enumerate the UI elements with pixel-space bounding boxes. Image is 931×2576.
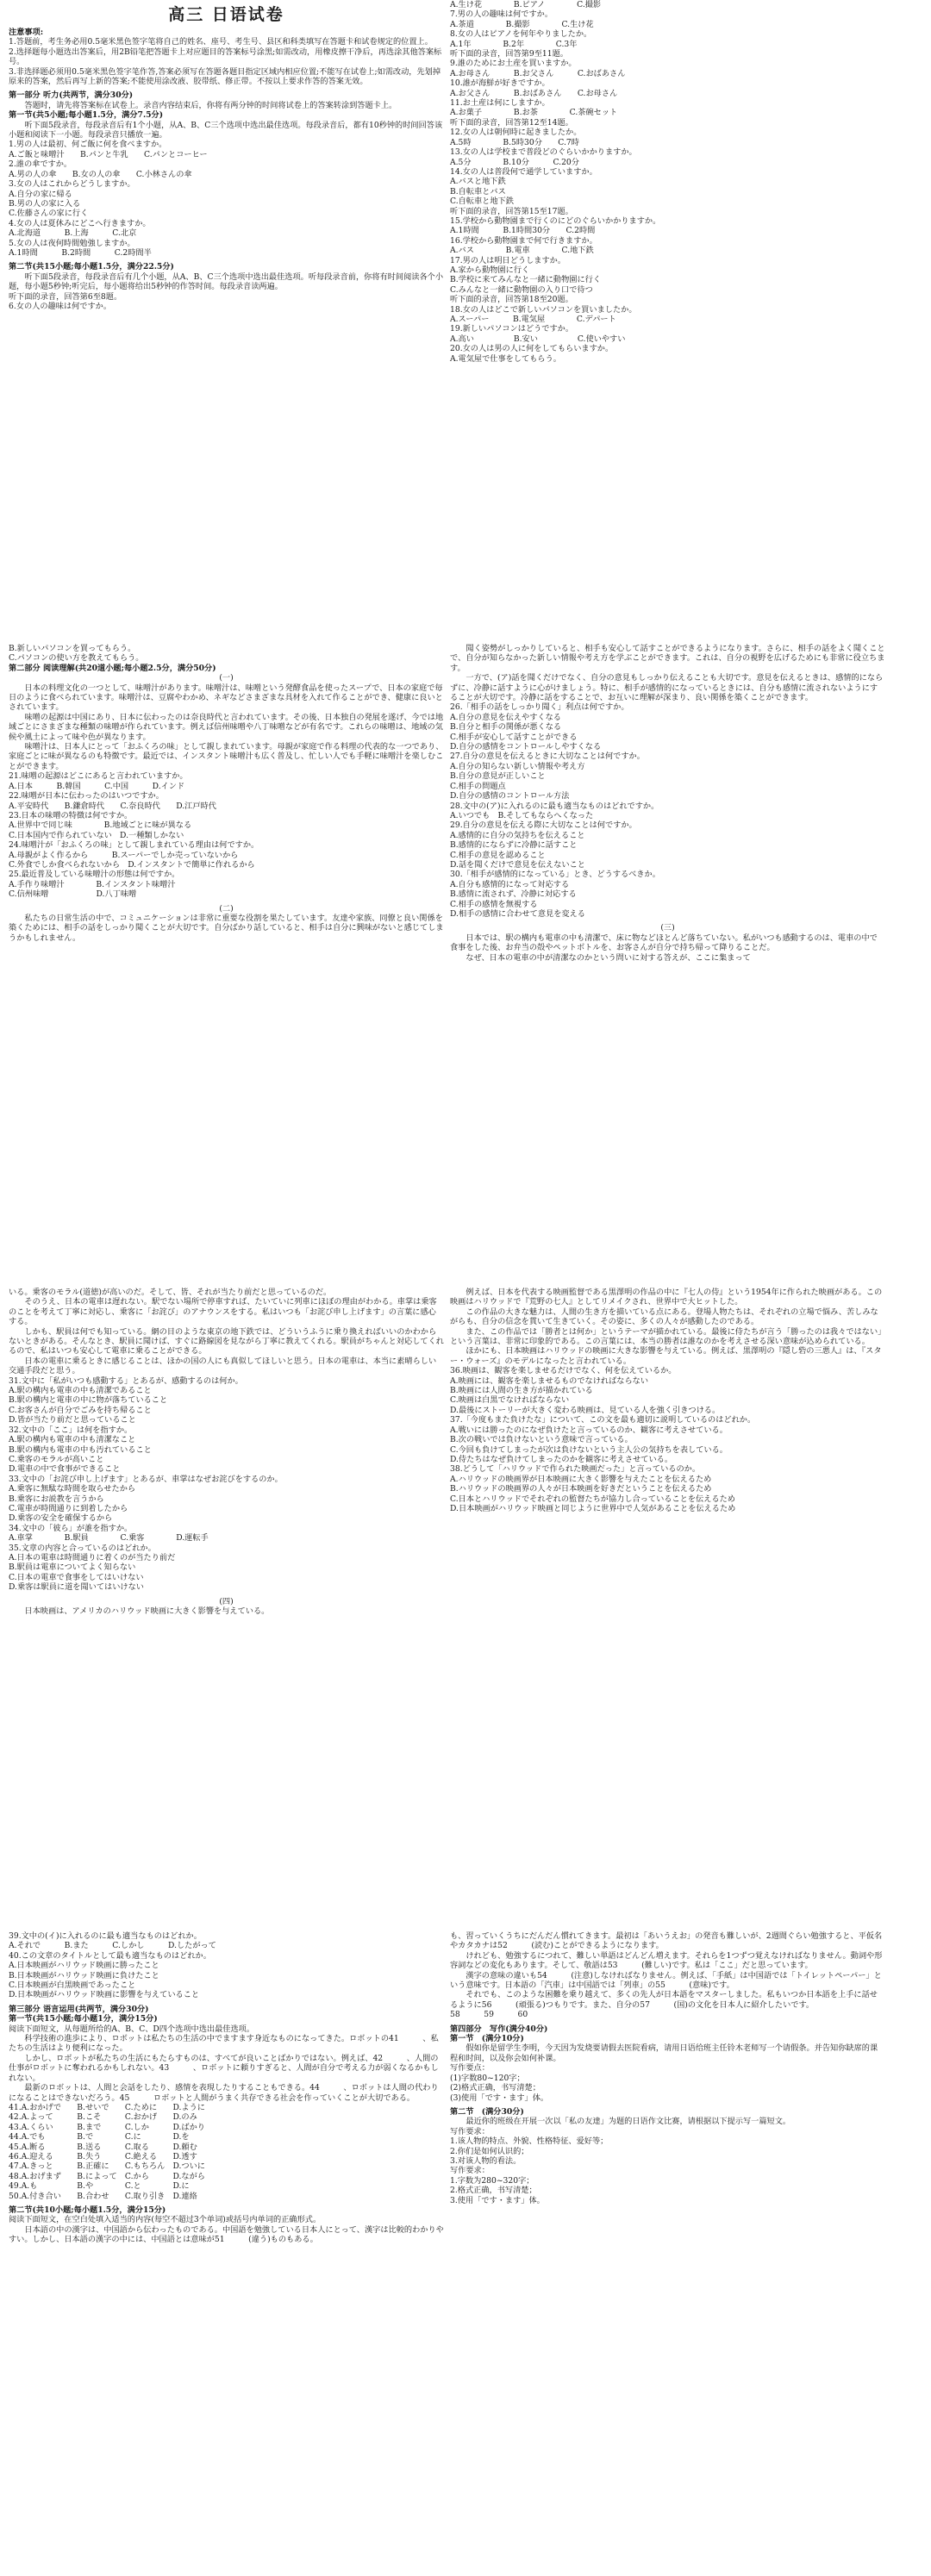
- text-line: C.相手が安心して話すことができる: [450, 732, 578, 742]
- paragraph: 日本映画は、アメリカのハリウッド映画に大きく影響を与えている。: [24, 1606, 270, 1616]
- text-line: 5.女の人は夜何時間勉強しますか。: [9, 238, 135, 248]
- text-line: B.感情的にならずに冷静に話すこと: [450, 840, 578, 851]
- section-heading: 第三部分 语言运用(共两节，满分30分): [9, 2004, 149, 2014]
- text-line: C.日本とハリウッドでそれぞれの監督たちが協力し合っていることを伝えるため: [450, 1494, 735, 1504]
- text-line: C.映画は白黒でなければならない: [450, 1395, 570, 1406]
- paragraph: しかも、駅員は何でも知っている。網の目のような東京の地下鉄では、どういうふうに乗り換えればいいのかわからないときがある。そんなとき、駅員に聞けば、すぐに路線図を見ながら丁寧に教えてくれる。駅員がちゃんと対応してくれるので、私はいつも安心して電車に乗ることができる。: [9, 1326, 444, 1357]
- text-line: 8.女の人はピアノを何年やりましたか。: [450, 29, 592, 40]
- paragraph: 科学技術の進歩により、ロボットは私たちの生活の中でますます身近なものになってきた。ロボットの41 、私たちの生活はより便利になった。: [9, 2034, 439, 2054]
- text-line: A.茶道 B.撮影 C.生け花: [450, 19, 594, 29]
- paragraph: この作品の大きな魅力は、人間の生き方を描いている点にある。登場人物たちは、それぞれの立場で悩み、苦しみながらも、自分の信念を貫いて生きていく。その姿に、多くの人々が感動したのである。: [450, 1307, 878, 1327]
- paragraph: ほかにも、日本映画はハリウッドの映画に大きな影響を与えている。例えば、黒澤明の『隠し砦の三悪人』は、『スター・ウォーズ』のモデルになったと言われている。: [450, 1346, 882, 1366]
- text-line: B.次の戦いでは負けないという意味で言っている。: [450, 1435, 633, 1445]
- page-3-left-column: [9, 1288, 444, 1616]
- text-line: A.ハリウッドの映画界が日本映画に大きく影響を与えたことを伝えるため: [450, 1474, 712, 1484]
- text-line: D.電車の中で食事ができること: [9, 1464, 121, 1475]
- text-line: A.1時間 B.2時間 C.2時間半: [9, 247, 152, 258]
- paragraph: 聞く姿勢がしっかりしていると、相手も安心して話すことができるようになります。さらに、相手の話をよく聞くことで、自分が知らなかった新しい情報や考え方を学ぶことができます。これは、自分の視野を広げるためにも非常に役立ちます。: [450, 644, 885, 673]
- text-line: A.世界中で同じ味 B.地域ごとに味が異なる: [9, 820, 192, 831]
- text-line: C.自転車と地下鉄: [450, 196, 514, 207]
- passage-number: (三): [660, 923, 675, 933]
- text-line: A.電気屋で仕事をしてもらう。: [450, 353, 561, 364]
- text-line: B.駅員は電車についてよく知らない: [9, 1562, 136, 1573]
- text-line: 阅读下面短文，从每题所给的A、B、C、D四个选项中选出最佳选项。: [9, 2024, 255, 2034]
- text-line: A.戦いには勝ったのになぜ負けたと言っているのか、観客に考えさせている。: [450, 1425, 728, 1435]
- text-line: 41.A.おかげで B.せいで C.ために D.ように: [9, 2102, 205, 2112]
- page-4-left-column: [9, 1931, 444, 2245]
- text-line: 38.どうして「ハリウッドで作られた映画だった」と言っているのか。: [450, 1464, 701, 1475]
- text-line: C.乗客のモラルが高いこと: [9, 1454, 104, 1464]
- text-line: A.平安時代 B.鎌倉時代 C.奈良時代 D.江戸時代: [9, 801, 216, 811]
- text-line: 24.味噌汁が「おふくろの味」として親しまれている理由は何ですか。: [9, 840, 259, 851]
- paragraph: なぜ、日本の電車の中が清潔なのかという問いに対する答えが、ここに集まって: [466, 952, 751, 963]
- passage-number: (二): [219, 903, 234, 914]
- text-line: A.乗客に無駄な時間を取らせたから: [9, 1484, 136, 1494]
- text-line: 35.文章の内容と合っているのはどれか。: [9, 1543, 156, 1553]
- text-line: D.日本映画がハリウッド映画と同じように世界中で人気があることを伝えるため: [450, 1503, 736, 1513]
- text-line: C.パソコンの使い方を教えてもらう。: [9, 653, 144, 664]
- text-line: A.いつでも B.そしてもならへくなった: [450, 810, 594, 820]
- section-heading: 第四部分 写作(满分40分): [450, 2024, 548, 2034]
- page-2-right-column: [450, 644, 885, 963]
- text-line: A.手作り味噌汁 B.インスタント味噌汁: [9, 879, 176, 889]
- paragraph: 一方で、(ア)話を聞くだけでなく、自分の意見もしっかり伝えることも大切です。意見を伝えるときは、感情的にならずに、冷静に話すように心がけましょう。特に、相手が感情的になっているときには、自分も感情に流されないようにすることが大切です。冷静に話をすることで、お互いに理解が深まり、良い関係を築くことができます。: [450, 673, 884, 703]
- page-2-left-column: [9, 644, 444, 943]
- text-line: 29.自分の意見を伝える際に大切なことは何ですか。: [450, 820, 637, 831]
- text-line: 47.A.きっと B.正確に C.もちろん D.ついに: [9, 2161, 205, 2172]
- text-line: A.それで B.また C.しかし D.したがって: [9, 1941, 216, 1951]
- text-line: C.日本国内で作られていない D.一種類しかない: [9, 830, 184, 840]
- text-line: 10.誰が海鮮が好きですか。: [450, 78, 550, 89]
- paragraph: 听下面5段录音，每段录音后有1个小题，从A、B、C三个选项中选出最佳选项。每段录音后，都有10秒钟的时间回答该小题和阅读下一小题。每段录音只播放一遍。: [9, 120, 443, 140]
- section-heading: 第二部分 阅读理解(共20道小题;每小题2.5分，满分50分): [9, 663, 216, 673]
- paragraph: 答题时，请先将答案标在试卷上。录音内容结束后，你将有两分钟的时间将试卷上的答案转涂到答题卡上。: [24, 100, 397, 110]
- text-line: C.日本の電車で食事をしてはいけない: [9, 1572, 144, 1582]
- section-heading: 第一节 (满分10分): [450, 2034, 524, 2044]
- text-line: C.電車が時間通りに到着したから: [9, 1503, 128, 1513]
- text-line: D.日本映画がハリウッド映画に影響を与えていること: [9, 1990, 200, 2000]
- text-line: 3.使用「です・ます」体。: [450, 2195, 545, 2205]
- page-1-left-column: [9, 0, 444, 311]
- section-heading: 第一节(共15小题;每小题1分，满分15分): [9, 2014, 158, 2024]
- text-line: B.自分と相手の関係が悪くなる: [450, 722, 562, 733]
- text-line: 写作要求：: [450, 2166, 490, 2176]
- text-line: 9.誰のためにお土産を買いますか。: [450, 59, 577, 69]
- text-line: 12.女の人は朝何時に起きましたか。: [450, 128, 582, 138]
- text-line: A.1年 B.2年 C.3年: [450, 39, 578, 49]
- text-line: 23.日本の味噌の特徴は何ですか。: [9, 810, 133, 820]
- text-line: 阅读下面短文，在空白处填入适当的内容(每空不超过3个单词)或括号内单词的正确形式。: [9, 2215, 322, 2225]
- text-line: 3.女の人はこれからどうしますか。: [9, 179, 135, 190]
- text-line: も、習っていくうちにだんだん慣れてきます。最初は「あいうえお」の発音も難しいが、2週間ぐらい勉強すると、平仮名やカタカナは52 (読む)ことができるようになります。: [450, 1931, 883, 1951]
- text-line: D.相手の感情に合わせて意見を変える: [450, 908, 585, 919]
- text-line: 22.味噌が日本に伝わったのはいつですか。: [9, 791, 164, 801]
- text-line: 36.映画は、観客を楽しませるだけでなく、何を伝えているか。: [450, 1366, 677, 1376]
- text-line: A.車掌 B.駅員 C.乗客 D.運転手: [9, 1533, 209, 1544]
- text-line: A.男の人の傘 B.女の人の傘 C.小林さんの傘: [9, 169, 192, 179]
- text-line: 1.字数为280~320字；: [450, 2175, 534, 2186]
- text-line: C.日本映画が白黒映画であったこと: [9, 1980, 136, 1991]
- text-line: 1.答题前，考生务必用0.5毫米黑色签字笔将自己的姓名、座号、考生号、县区和科类填写在答题卡和试卷规定的位置上。: [9, 37, 433, 47]
- text-line: 49.A.も B.や C.と D.に: [9, 2181, 190, 2192]
- text-line: A.映画には、観客を楽しませるものでなければならない: [450, 1375, 649, 1386]
- exam-page-1: [0, 0, 931, 644]
- paragraph: 日本の料理文化の一つとして、味噌汁があります。味噌汁は、味噌という発酵食品を使ったスープで、日本の家庭で毎日のように食べられています。味噌汁は、豆腐やわかめ、ネギなどさまざまな具材を入れて作ることができ、健康に良いとされています。: [9, 683, 443, 713]
- text-line: 34.文中の「彼ら」が誰を指すか。: [9, 1523, 133, 1533]
- passage-number: (四): [219, 1596, 234, 1606]
- text-line: A.自分も感情的になって対応する: [450, 879, 570, 889]
- text-line: 6.女の人の趣味は何ですか。: [9, 301, 112, 311]
- text-line: 46.A.迎える B.失う C.絶える D.透す: [9, 2151, 197, 2161]
- text-line: B.男の人の家に入る: [9, 198, 81, 209]
- text-line: A.家から動物園に行く: [450, 265, 530, 275]
- section-heading: 第二节 (满分30分): [450, 2106, 524, 2117]
- text-line: B.自転車とバス: [450, 186, 506, 196]
- paragraph: 例えば、日本を代表する映画監督である黒澤明の作品の中に『七人の侍』という1954年に作られた映画がある。この映画はハリウッドで『荒野の七人』としてリメイクされ、世界中で大ヒットした。: [450, 1288, 883, 1307]
- text-line: D.自分の感情のコントロール方法: [450, 791, 570, 801]
- text-line: A.5時 B.5時30分 C.7時: [450, 137, 579, 147]
- paragraph: それでも、このような困難を乗り越えて、多くの先人が日本語をマスターしました。私もいつか日本語を上手に話せるように56 (頑張る)つもりです。また、自分の57 (国)の文化を日本人に紹介したいです。: [450, 1990, 878, 2010]
- text-line: 4.女の人は夏休みにどこへ行きますか。: [9, 218, 151, 228]
- text-line: 2.选择题每小题选出答案后，用2B铅笔把答题卡上对应题目的答案标号涂黑;如需改动，用橡皮擦干净后，再选涂其他答案标号。: [9, 47, 442, 67]
- text-line: 42.A.よって B.こそ C.おかげ D.のみ: [9, 2112, 197, 2123]
- text-line: (3)使用「です・ます」体。: [450, 2093, 549, 2103]
- page-3-right-column: [450, 1288, 885, 1513]
- text-line: 写作要求：: [450, 2126, 490, 2136]
- text-line: 30.「相手が感情的になっている」とき、どうするべきか。: [450, 870, 660, 880]
- paragraph: 假如你是留学生李明，今天因为发烧要请假去医院看病，请用日语给班主任铃木老师写一个请假条。并告知你缺席的课程和时间，以及你会如何补课。: [450, 2043, 878, 2063]
- text-line: いる。乗客のモラル(道徳)が高いのだ。そして、皆、それが当たり前だと思っているのだ。: [9, 1288, 332, 1297]
- text-line: 27.自分の意見を伝えるときに大切なことは何ですか。: [450, 752, 645, 762]
- text-line: B.学校に来てみんなと一緒に動物園に行く: [450, 275, 602, 285]
- text-line: A.駅の構内も電車の中も清潔なこと: [9, 1435, 136, 1445]
- text-line: 1.该人物的特点、外貌、性格特征、爱好等；: [450, 2136, 609, 2147]
- text-line: A.高い B.安い C.使いやすい: [450, 334, 626, 344]
- paragraph: 日本では、駅の構内も電車の中も清潔で、床に物などほとんど落ちていない。私がいつも感動するのは、電車の中で食事をした後、お弁当の殻やペットボトルを、お客さんが自分で持ち帰って降りることだ。: [450, 932, 878, 953]
- text-line: B.駅の構内も電車の中も汚れていること: [9, 1444, 152, 1455]
- text-line: 听下面的录音，回答第15至17题。: [450, 206, 573, 216]
- text-line: D.最後にストーリーが大きく変わる映画は、見ている人を強く引きつける。: [450, 1405, 721, 1415]
- text-line: 43.A.くらい B.まで C.しか D.ばかり: [9, 2122, 205, 2132]
- text-line: 25.最近普及している味噌汁の形態は何ですか。: [9, 870, 180, 880]
- exam-page-4: [0, 1931, 931, 2575]
- paragraph: そのうえ、日本の電車は遅れない。駅でない場所で停車すれば、たいていに列車にほぼの理由がわかる。車掌は乗客のことを考えて丁寧に対応し、乗客に「お詫び」のアナウンスをする。私はいつも「お詫び申し上げます」の言葉に感心する。: [9, 1297, 437, 1327]
- text-line: D.乗客は駅員に道を聞いてはいけない: [9, 1582, 144, 1593]
- text-line: A.お父さん B.おばあさん C.お母さん: [450, 88, 618, 98]
- text-line: B.新しいパソコンを買ってもらう。: [9, 644, 136, 653]
- text-line: 听下面的录音，回答第12至14题。: [450, 117, 573, 128]
- text-line: 28.文中の(ア)に入れるのに最も適当なものはどれですか。: [450, 801, 659, 811]
- text-line: 39.文中の(イ)に入れるのに最も適当なものはどれか。: [9, 1931, 202, 1941]
- text-line: A.自分の知らない新しい情報や考え方: [450, 761, 585, 771]
- text-line: A.1時間 B.1時間30分 C.2時間: [450, 226, 596, 236]
- paragraph: 听下面5段录音，每段录音后有几个小题，从A、B、C三个选项中选出最佳选项。听每段录音前，你将有时间阅读各个小题，每小题5秒钟;听完后，每小题将给出5秒钟的作答时间。每段录音读两遍。: [9, 271, 444, 292]
- text-line: C.佐藤さんの家に行く: [9, 209, 89, 219]
- text-line: B.ハリウッドの映画界の人々が日本映画を好きだということを伝えるため: [450, 1484, 712, 1494]
- text-line: A.自分の家に帰る: [9, 189, 72, 199]
- text-line: A.感情的に自分の気持ちを伝えること: [450, 830, 585, 840]
- text-line: B.日本映画がハリウッド映画に負けたこと: [9, 1970, 159, 1980]
- text-line: A.ご飯と味噌汁 B.パンと牛乳 C.パンとコーヒー: [9, 149, 208, 159]
- paragraph: 漢字の意味の違いも54 (注意)しなければなりません。例えば、「手紙」は中国語では「トイレットペーパー」という意味です。日本語の「汽車」は中国語では「列車」の55 (意味)です。: [450, 1970, 882, 1991]
- text-line: D.自分の感情をコントロールしやすくなる: [450, 742, 602, 752]
- section-heading: 第二节(共15小题;每小题1.5分，满分22.5分): [9, 262, 174, 272]
- text-line: C.外食でしか食べられないから D.インスタントで簡単に作れるから: [9, 859, 255, 870]
- text-line: A.お菓子 B.お茶 C.茶碗セット: [450, 108, 618, 118]
- text-line: 13.女の人は学校まで普段どのぐらいかかりますか。: [450, 147, 637, 158]
- text-line: B.乗客にお説教を言うから: [9, 1494, 104, 1504]
- text-line: 11.お土産は何にしますか。: [450, 98, 550, 109]
- paragraph: 味噌汁は、日本人にとって「おふくろの味」として親しまれています。母親が家庭で作る料理の代表的な一つであり、家庭ごとに味が異なるのも特徴です。最近では、インスタント味噌汁も広く普及し、忙しい人でも手軽に味噌汁を楽しむことができます。: [9, 742, 444, 771]
- text-line: 17.男の人は明日どうしますか。: [450, 255, 566, 265]
- text-line: A.日本映画がハリウッド映画に勝ったこと: [9, 1961, 159, 1971]
- text-line: 40.この文章のタイトルとして最も適当なものはどれか。: [9, 1950, 211, 1961]
- page-4-right-column: [450, 1931, 885, 2205]
- text-line: C.相手の問題点: [450, 781, 506, 791]
- text-line: A.スーパー B.電気屋 C.デパート: [450, 315, 616, 324]
- text-line: 2.誰の傘ですか。: [9, 159, 72, 170]
- text-line: 听下面的录音，回答第6至8题。: [9, 291, 122, 302]
- text-line: 48.A.おげまず B.によって C.から D.ながら: [9, 2171, 205, 2181]
- text-line: 45.A.断る B.送る C.取る D.頼む: [9, 2142, 197, 2152]
- text-line: 18.女の人はどこで新しいパソコンを買いましたか。: [450, 304, 637, 315]
- text-line: 3.非选择题必须用0.5毫米黑色签字笔作答,答案必须写在答题各题目指定区域内相应位置;不能写在试卷上;如需改动，先划掉原来的答案，然后再写上新的答案;不能使用涂改液、胶带纸、修正带。不按以上要求作答的答案无效。: [9, 66, 441, 87]
- text-line: C.今回も負けてしまったが次は負けないという主人公の気持ちを表している。: [450, 1444, 728, 1455]
- text-line: 19.新しいパソコンはどうですか。: [450, 324, 574, 334]
- text-line: 听下面的录音，回答第18至20题。: [450, 295, 573, 305]
- text-line: A.日本 B.韓国 C.中国 D.インド: [9, 781, 185, 791]
- text-line: 31.文中に「私がいつも感動する」とあるが、感動するのは何か。: [9, 1375, 243, 1386]
- section-heading: 注意事项:: [9, 28, 44, 37]
- text-line: A.駅の構内も電車の中も清潔であること: [9, 1386, 152, 1396]
- passage-number: (一): [219, 673, 234, 683]
- text-line: 听下面的录音，回答第9至11题。: [450, 49, 568, 59]
- page-1-right-column: [450, 0, 885, 364]
- text-line: A.北海道 B.上海 C.北京: [9, 228, 137, 239]
- text-line: A.母親がよく作るから B.スーパーでしか売っていないから: [9, 850, 239, 860]
- text-line: (1)字数80~120字；: [450, 2073, 525, 2083]
- section-heading: 第一节(共5小题;每小题1.5分，满分7.5分): [9, 110, 164, 121]
- text-line: A.お母さん B.お父さん C.おばあさん: [450, 68, 626, 78]
- paragraph: 日本語の中の漢字は、中国語から伝わったものである。中国語を勉強している日本人にとって、漢字は比較的わかりやすい。しかし、日本語の漢字の中には、中国語とは意味が51 (違う)ものもある。: [9, 2224, 444, 2245]
- text-line: 7.男の人の趣味は何ですか。: [450, 9, 553, 20]
- page-title: 高三 日语试卷: [168, 5, 284, 24]
- text-line: B.感情に流されず、冷静に対応する: [450, 889, 577, 900]
- text-line: B.駅の構内と電車の中に物が落ちていること: [9, 1395, 168, 1406]
- text-line: 3.对该人物的看法。: [450, 2155, 522, 2166]
- text-line: A.バス B.電車 C.地下鉄: [450, 246, 594, 256]
- text-line: 写作要点：: [450, 2063, 490, 2074]
- text-line: C.みんなと一緒に動物園の入り口で待つ: [450, 284, 593, 295]
- text-line: B.自分の意見が正しいこと: [450, 771, 546, 782]
- text-line: A.自分の意見を伝えやすくなる: [450, 712, 561, 722]
- text-line: 37.「今度もまた負けたな」について、この文を最も適切に説明しているのはどれか。: [450, 1415, 756, 1425]
- text-line: 26.「相手の話をしっかり聞く」利点は何ですか。: [450, 702, 629, 713]
- text-line: C.信州味噌 D.八丁味噌: [9, 889, 137, 900]
- section-heading: 第二节(共10小题;每小题1.5分，满分15分): [9, 2205, 166, 2215]
- text-line: 58 59 60: [450, 2010, 552, 2020]
- text-line: 50.A.付き合い B.合わせ C.取り引き D.連絡: [9, 2191, 197, 2201]
- text-line: A.バスと地下鉄: [450, 177, 506, 187]
- paragraph: 日本の電車に乗るときに感じることは、ほかの国の人にも真似してほしいと思う。日本の電車は、本当に素晴らしい交通手段だと思う。: [9, 1356, 437, 1376]
- text-line: (2)格式正确，书写清楚；: [450, 2083, 540, 2093]
- text-line: D.乗客の安全を確保するから: [9, 1513, 113, 1524]
- text-line: 1.男の人は最初、何ご飯に何を食べますか。: [9, 140, 167, 150]
- text-line: A.日本の電車は時間通りに着くのが当たり前だ: [9, 1552, 176, 1562]
- paragraph: 味噌の起源は中国にあり、日本に伝わったのは奈良時代と言われています。その後、日本独自の発展を遂げ、今では地域ごとにさまざまな種類の味噌が作られています。例えば信州味噌や八丁味噌などが有名です。これらの味噌は、地域の気候や風土によって味や色が異なります。: [9, 712, 444, 742]
- text-line: 21.味噌の起源はどこにあると言われていますか。: [9, 771, 188, 782]
- exam-page-3: [0, 1288, 931, 1931]
- text-line: 14.女の人は普段何で通学していますか。: [450, 166, 597, 177]
- text-line: 16.学校から動物園まで何で行きますか。: [450, 235, 597, 246]
- paragraph: また、この作品では「勝者とは何か」というテーマが描かれている。最後に侍たちが言う「勝ったのは我々ではない」という言葉は、非常に印象的である。この言葉には、本当の勝者は誰なのかを考えさせる深い意味が込められている。: [450, 1326, 882, 1347]
- paragraph: 最近你的班级在开展一次以「私の友達」为题的日语作文比赛，请根据以下提示写一篇短文。: [466, 2117, 791, 2127]
- text-line: C.相手の感情を無視する: [450, 899, 538, 909]
- text-line: 32.文中の「ここ」は何を指すか。: [9, 1425, 133, 1435]
- text-line: B.映画には人間の生き方が描かれている: [450, 1386, 593, 1396]
- text-line: C.相手の意見を認めること: [450, 850, 546, 860]
- text-line: C.お客さんが自分でごみを持ち帰ること: [9, 1405, 152, 1415]
- text-line: 20.女の人は男の人に何をしてもらいますか。: [450, 344, 614, 354]
- text-line: D.侍たちはなぜ負けてしまったのかを観客に考えさせている。: [450, 1454, 673, 1464]
- text-line: A.5分 B.10分 C.20分: [450, 157, 579, 167]
- text-line: D.話を聞くだけで意見を伝えないこと: [450, 859, 585, 870]
- text-line: A.生け花 B.ピアノ C.撮影: [450, 0, 602, 9]
- paragraph: 私たちの日常生活の中で、コミュニケーションは非常に重要な役割を果たしています。友達や家族、同僚と良い関係を築くためには、相手の話をしっかり聞くことが大切です。自分ばかり話していると、相手は自分に興味がないと感じてしまうかもしれません。: [9, 913, 444, 943]
- paragraph: けれども、勉強するにつれて、難しい単語はどんどん増えます。それらを1つずつ覚えなければなりません。動詞や形容詞などの変化もあります。そして、敬語は53 (難しい)です。私は「ここ」だと思っています。: [450, 1950, 883, 1971]
- text-line: D.皆が当たり前だと思っていること: [9, 1415, 136, 1425]
- paragraph: しかし、ロボットが私たちの生活にもたらすものは、すべてが良いことばかりではない。例えば、42 、人間の仕事がロボットに奪われるかもしれない。43 、ロボットに頼りすぎると、人間が自分で考える力が弱くなるかもしれない。: [9, 2053, 439, 2083]
- paragraph: 最新のロボットは、人間と会話をしたり、感情を表現したりすることもできる。44 、ロボットは人間の代わりになることはできないだろう。45 ロボットと人間がうまく共存できる社会を作っていくことが大切である。: [9, 2083, 439, 2103]
- text-line: 2.你们是如何认识的；: [450, 2146, 529, 2156]
- section-heading: 第一部分 听力(共两节，满分30分): [9, 90, 134, 101]
- text-line: 44.A.でも B.で C.に D.を: [9, 2132, 190, 2143]
- exam-page-2: [0, 644, 931, 1288]
- text-line: 15.学校から動物園まで行くのにどのぐらいかかりますか。: [450, 215, 661, 226]
- text-line: 2.格式正确，书写清楚；: [450, 2186, 537, 2196]
- text-line: 33.文中の「お詫び申し上げます」とあるが、車掌はなぜお詫びをするのか。: [9, 1474, 283, 1484]
